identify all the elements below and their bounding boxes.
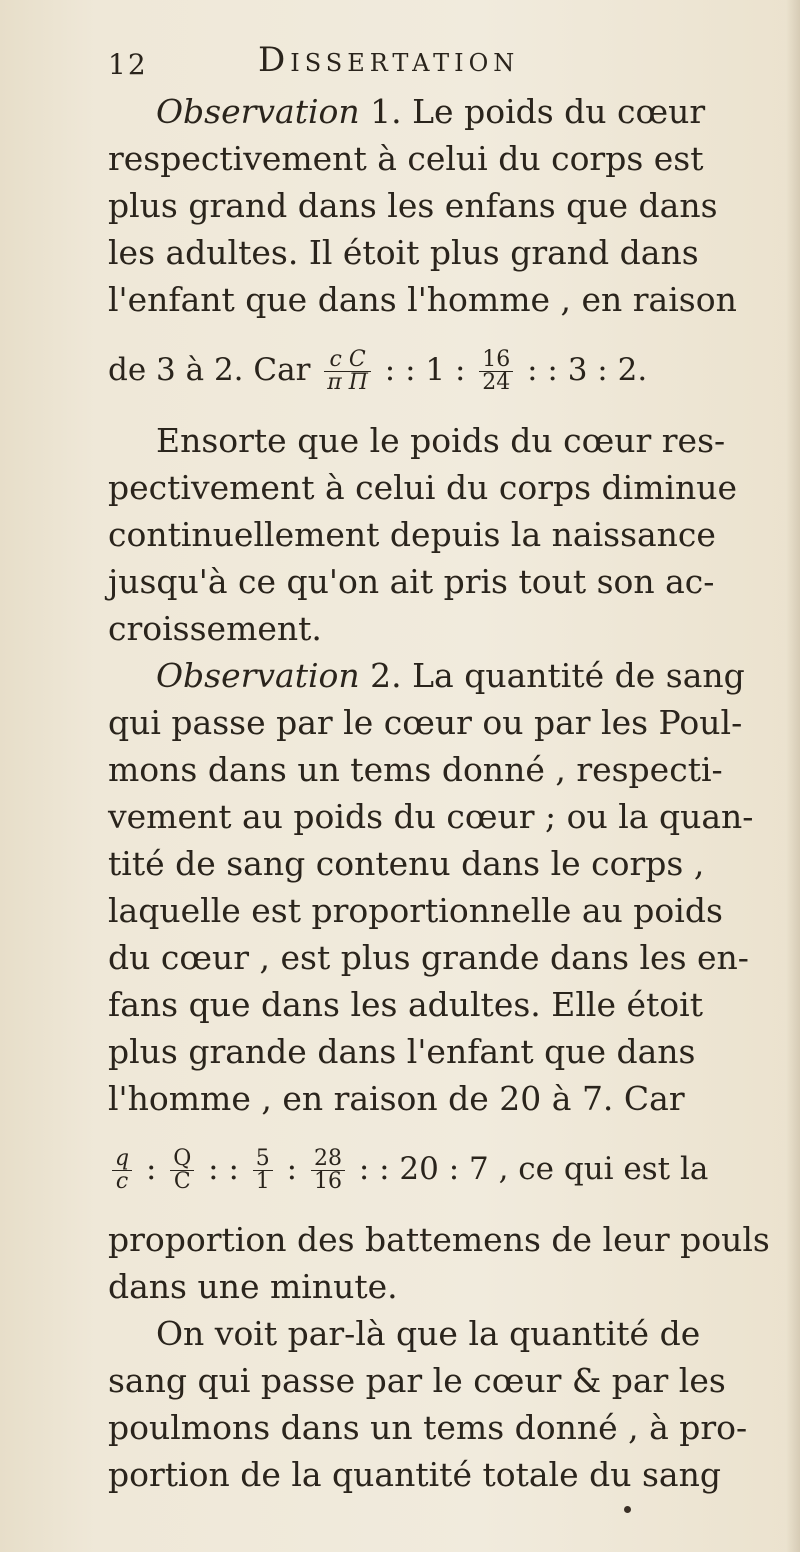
text-line: croissement. bbox=[108, 609, 322, 648]
text-line: qui passe par le cœur ou par les Poul- bbox=[108, 703, 743, 742]
text-line: tité de sang contenu dans le corps , bbox=[108, 844, 705, 883]
text-line: mons dans un tems donné , respecti- bbox=[108, 750, 723, 789]
text-line: proportion des battemens de leur pouls bbox=[108, 1220, 770, 1259]
ink-dot bbox=[624, 1506, 631, 1513]
fraction: $\frac{Q}{C}$ bbox=[170, 1148, 194, 1193]
fraction: $\frac{16}{24}$ bbox=[479, 349, 513, 394]
page-edge-shadow bbox=[786, 0, 800, 1552]
text-line: plus grande dans l'enfant que dans bbox=[108, 1032, 696, 1071]
text-line: plus grand dans les enfans que dans bbox=[108, 186, 718, 225]
fraction: $\frac{q}{c}$ bbox=[112, 1148, 132, 1193]
text-line: Observation 2. La quantité de sang bbox=[156, 656, 745, 695]
fraction: $\frac{28}{16}$ bbox=[311, 1148, 345, 1193]
text-line: portion de la quantité totale du sang bbox=[108, 1455, 721, 1494]
text-line: vement au poids du cœur ; ou la quan- bbox=[108, 797, 754, 836]
page-number: 12 bbox=[108, 48, 148, 81]
page-header bbox=[108, 38, 748, 88]
text-line: l'homme , en raison de 20 à 7. Car bbox=[108, 1079, 685, 1118]
text-line: laquelle est proportionnelle au poids bbox=[108, 891, 723, 930]
text-line: Ensorte que le poids du cœur res- bbox=[156, 421, 726, 460]
text-line: On voit par-là que la quantité de bbox=[156, 1314, 701, 1353]
text-line: jusqu'à ce qu'on ait pris tout son ac- bbox=[108, 562, 715, 601]
formula-1: de 3 à 2. Car $\frac{\text{c C}}{\text{π Π}}$ : : 1 : $\frac{16}{24}$ : : 3 : 2. bbox=[108, 347, 648, 395]
text-line: sang qui passe par le cœur & par les bbox=[108, 1361, 726, 1400]
text-line: Observation 1. Le poids du cœur bbox=[156, 92, 706, 131]
body-text bbox=[108, 88, 770, 1498]
observation-heading: Observation bbox=[156, 92, 360, 131]
text-line: fans que dans les adultes. Elle étoit bbox=[108, 985, 703, 1024]
fraction: $\frac{\text{c C}}{\text{π Π}}$ bbox=[324, 349, 371, 394]
text-line: continuellement depuis la naissance bbox=[108, 515, 716, 554]
text-line: poulmons dans un tems donné , à pro- bbox=[108, 1408, 748, 1447]
text-line: du cœur , est plus grande dans les en- bbox=[108, 938, 749, 977]
formula-2: $\frac{q}{c}$ : $\frac{Q}{C}$ : : $\frac{5}{1}$ : $\frac{28}{16}$ : : 20 : 7 , ce qui est la bbox=[108, 1122, 748, 1216]
text-line: pectivement à celui du corps diminue bbox=[108, 468, 738, 507]
text-line: l'enfant que dans l'homme , en raison bbox=[108, 280, 737, 319]
observation-heading: Observation bbox=[156, 656, 360, 695]
text-line: les adultes. Il étoit plus grand dans bbox=[108, 233, 699, 272]
running-title: Dissertation bbox=[258, 40, 520, 80]
text-line: respectivement à celui du corps est bbox=[108, 139, 704, 178]
fraction: $\frac{5}{1}$ bbox=[253, 1148, 273, 1193]
text-line: dans une minute. bbox=[108, 1267, 398, 1306]
